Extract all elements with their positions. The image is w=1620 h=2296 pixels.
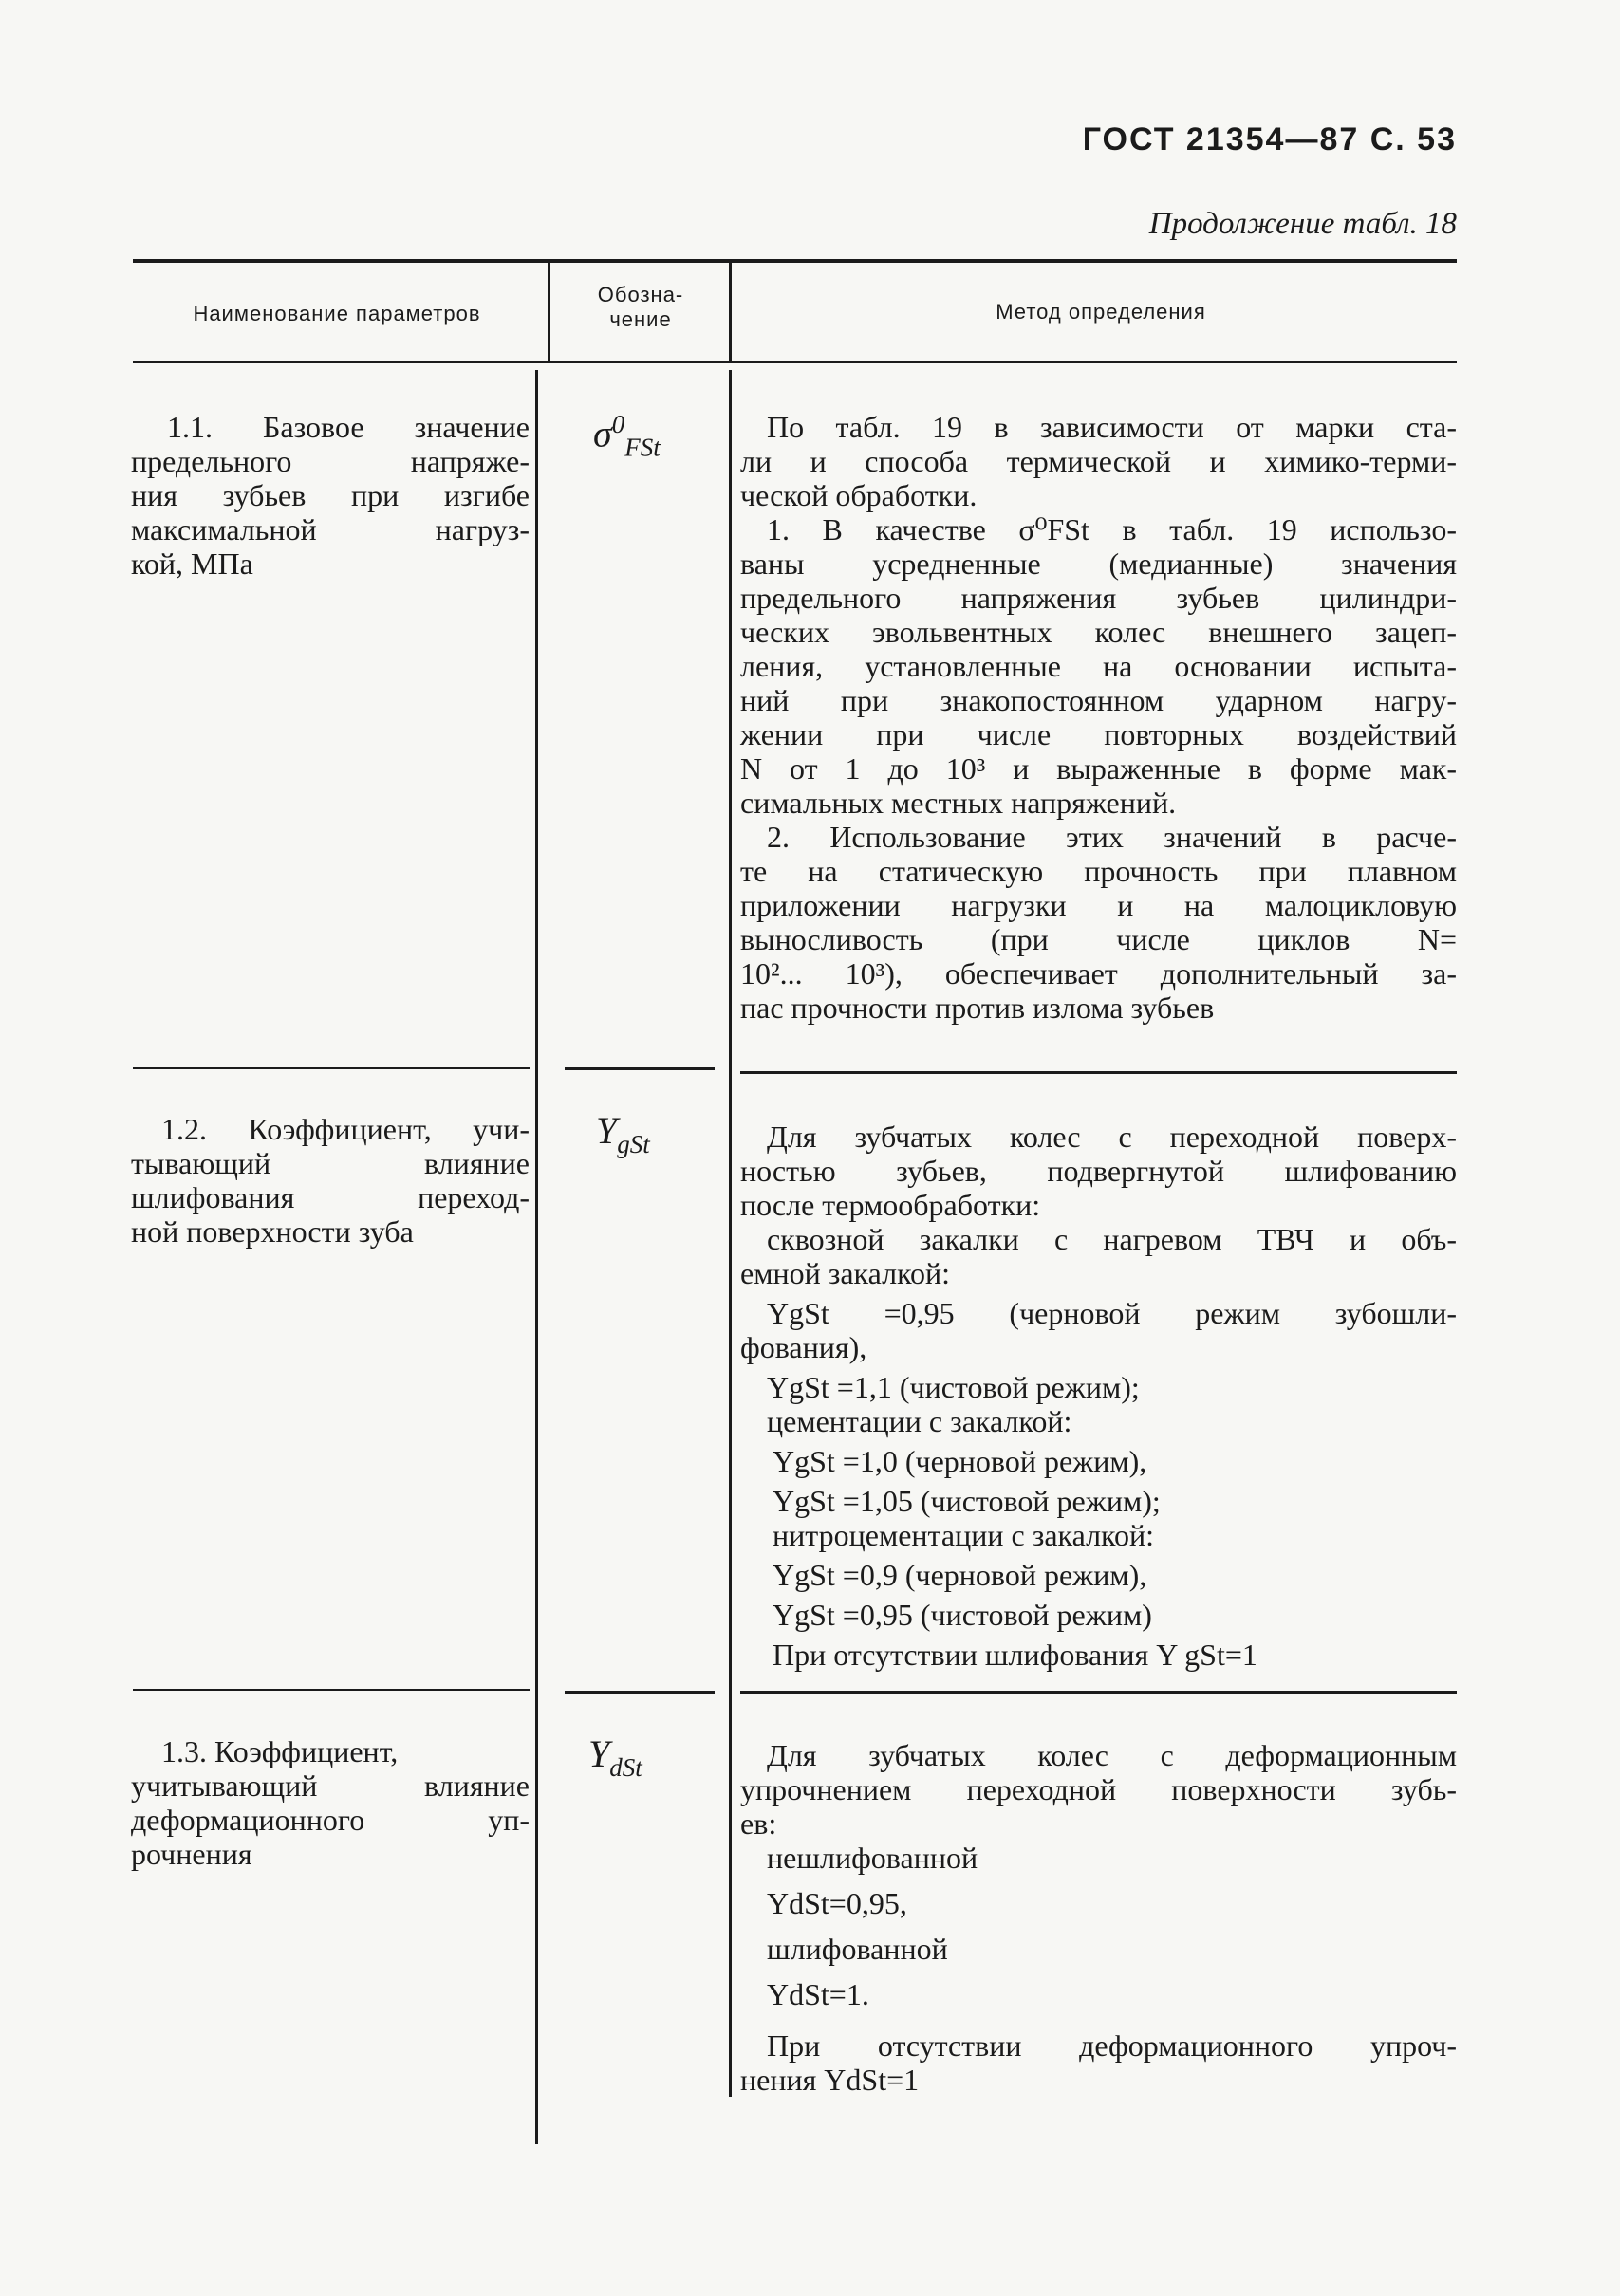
method-line: YgSt =1,0 (черновой режим),	[773, 1444, 1147, 1478]
method-line: YdSt=1.	[767, 1977, 869, 2011]
method-line: N от 1 до 10³ и выраженные в форме мак-	[740, 751, 1457, 786]
method-line: нешлифованной	[767, 1841, 978, 1875]
method-line: ления, установленные на основании испыта-	[740, 649, 1457, 683]
name-line: ния зубьев при изгибе	[131, 478, 530, 512]
method-line: ностью зубьев, подвергнутой шлифованию	[740, 1154, 1457, 1188]
method-line: нения YdSt=1	[740, 2063, 920, 2097]
method-line: 1. В качестве σ⁰FSt в табл. 19 использо-	[767, 512, 1457, 546]
method-line: ваны усредненные (медианные) значения	[740, 546, 1457, 581]
method-line: приложении нагрузки и на малоцикловую	[740, 888, 1457, 922]
row-separator	[740, 1071, 1457, 1074]
method-line: YgSt =0,95 (черновой режим зубошли-	[767, 1296, 1457, 1330]
row-separator	[565, 1691, 715, 1694]
method-line: ли и способа термической и химико-терми-	[740, 444, 1457, 478]
row-1-2-method	[740, 1120, 1457, 1672]
row-separator	[133, 1067, 530, 1069]
name-line: кой, МПа	[131, 546, 253, 581]
method-line: нитроцементации с закалкой:	[773, 1518, 1154, 1552]
name-line: ной поверхности зуба	[131, 1214, 414, 1249]
column-header-symbol-line2: чение	[609, 307, 672, 331]
method-line: ческой обработки.	[740, 478, 978, 512]
row-1-2-symbol: $Y_{gSt}$	[596, 1109, 650, 1158]
name-line: учитывающий влияние	[131, 1768, 530, 1803]
row-separator	[565, 1067, 715, 1070]
row-1-2-name	[131, 1112, 530, 1249]
name-line: максимальной нагруз-	[131, 512, 530, 546]
method-line: ний при знакопостоянном ударном нагру-	[740, 683, 1457, 717]
method-line: YgSt =1,1 (чистовой режим);	[767, 1370, 1140, 1404]
table-top-rule	[133, 259, 1457, 263]
method-line: 10²... 10³), обеспечивает дополнительный за-	[740, 956, 1457, 991]
method-line: жении при числе повторных воздействий	[740, 717, 1457, 751]
name-line: деформационного уп-	[131, 1803, 530, 1837]
row-1-1-symbol: $\sigma^0_{FSt}$	[593, 410, 661, 462]
method-line: YgSt =0,9 (черновой режим),	[773, 1558, 1147, 1592]
method-line: фования),	[740, 1330, 867, 1364]
name-line: 1.1. Базовое значение	[167, 410, 530, 444]
column-divider-left-body	[535, 370, 538, 2144]
method-line: сквозной закалки с нагревом ТВЧ и объ-	[767, 1222, 1457, 1256]
name-line: 1.2. Коэффициент, учи-	[161, 1112, 530, 1146]
method-line: шлифованной	[767, 1932, 948, 1966]
method-line: выносливость (при числе циклов N=	[740, 922, 1457, 956]
method-line: ческих эвольвентных колес внешнего зацеп-	[740, 615, 1457, 649]
method-line: 2. Использование этих значений в расче-	[767, 820, 1457, 854]
method-line: симальных местных напряжений.	[740, 786, 1177, 820]
row-1-1-name	[131, 410, 530, 581]
method-line: емной закалкой:	[740, 1256, 950, 1290]
method-line: после термообработки:	[740, 1188, 1041, 1222]
column-header-symbol	[560, 283, 721, 332]
name-line: предельного напряже-	[131, 444, 530, 478]
method-line: При отсутствии шлифования Y gSt=1	[773, 1638, 1257, 1672]
header-bottom-rule	[133, 361, 1457, 363]
method-line: предельного напряжения зубьев цилиндри-	[740, 581, 1457, 615]
column-header-name: Наименование параметров	[193, 302, 481, 325]
column-divider-right-body	[729, 370, 732, 2097]
row-1-1-method	[740, 410, 1457, 1025]
column-header-method: Метод определения	[996, 300, 1206, 324]
method-line: цементации с закалкой:	[767, 1404, 1072, 1438]
table-continuation-label: Продолжение табл. 18	[1148, 207, 1457, 241]
method-line: пас прочности против излома зубьев	[740, 991, 1215, 1025]
column-header-symbol-line1: Обозна-	[597, 283, 684, 306]
method-line: При отсутствии деформационного упроч-	[767, 2028, 1457, 2063]
column-divider-right	[729, 263, 732, 361]
method-line: YdSt=0,95,	[767, 1886, 907, 1920]
row-separator	[740, 1691, 1457, 1694]
name-line: шлифования переход-	[131, 1180, 530, 1214]
method-line: YgSt =0,95 (чистовой режим)	[773, 1598, 1152, 1632]
document-header: ГОСТ 21354—87 С. 53	[1082, 121, 1457, 157]
name-line: тывающий влияние	[131, 1146, 530, 1180]
column-divider-left	[548, 263, 550, 361]
method-line: По табл. 19 в зависимости от марки ста-	[767, 410, 1457, 444]
method-line: ев:	[740, 1806, 777, 1841]
method-line: YgSt =1,05 (чистовой режим);	[773, 1484, 1161, 1518]
method-line: упрочнением переходной поверхности зубь-	[740, 1772, 1457, 1806]
row-1-3-symbol: $Y_{dSt}$	[588, 1732, 642, 1782]
row-separator	[133, 1689, 530, 1691]
method-line: те на статическую прочность при плавном	[740, 854, 1457, 888]
row-1-3-name	[131, 1734, 530, 1871]
method-line: Для зубчатых колес с переходной поверх-	[767, 1120, 1457, 1154]
name-line: 1.3. Коэффициент,	[161, 1734, 399, 1768]
row-1-3-method	[740, 1738, 1457, 2097]
method-line: Для зубчатых колес с деформационным	[767, 1738, 1457, 1772]
name-line: рочнения	[131, 1837, 252, 1871]
